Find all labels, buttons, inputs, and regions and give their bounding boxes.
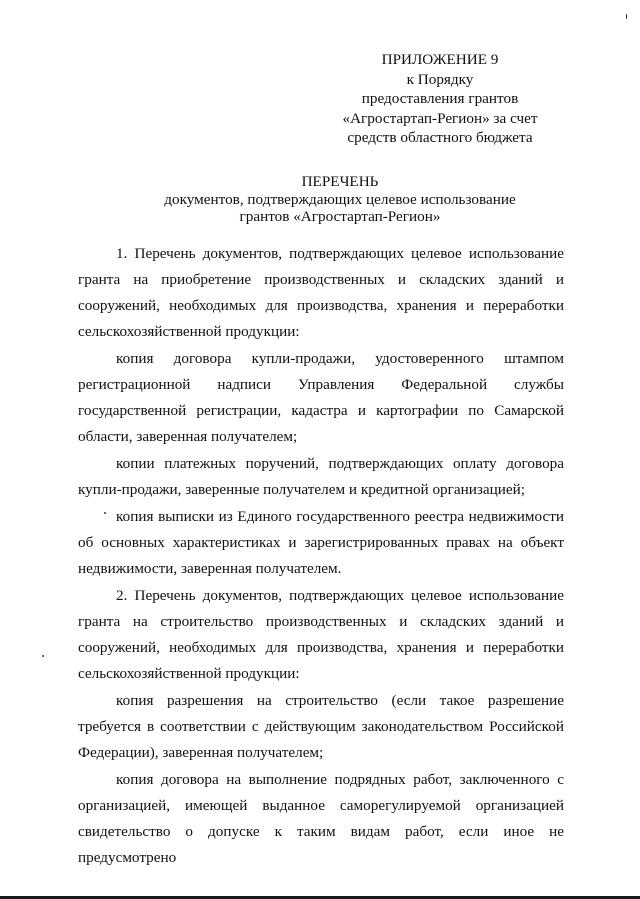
paragraph-2: копия договора купли-продажи, удостоверенного штампом регистрационной надписи Управления Федеральной службы государственной регистрации, кадастра и картографии по Самарской области, заверенная получателем; — [78, 350, 564, 445]
paragraph-4: копия выписки из Единого государственного реестра недвижимости об основных характеристиках и зарегистрированных правах на объект недвижимости, заверенная получателем. — [78, 508, 564, 577]
appendix-line-2: к Порядку — [406, 70, 474, 88]
paragraph-3: копии платежных поручений, подтверждающих оплату договора купли-продажи, заверенные получателем и кредитной организацией; — [78, 455, 564, 498]
appendix-number: ПРИЛОЖЕНИЕ 9 — [381, 51, 499, 68]
scan-speck — [42, 655, 44, 657]
document-title — [80, 173, 600, 226]
document-body — [78, 241, 564, 872]
paragraph-7: копия договора на выполнение подрядных работ, заключенного с организацией, имеющей выданное саморегулируемой организацией свидетельство о допуске к таким видам работ, если иное не предусмотрено — [78, 771, 564, 866]
appendix-header — [300, 50, 580, 148]
scan-speck — [104, 512, 106, 514]
title-heading: ПЕРЕЧЕНЬ — [301, 173, 379, 190]
paragraph-5: 2. Перечень документов, подтверждающих целевое использование гранта на строительство производственных и складских зданий и сооружений, необходимых для производства, хранения и переработки сельскохозяйственной продукции: — [78, 587, 564, 682]
scan-speck — [626, 14, 627, 19]
title-subtitle-1: документов, подтверждающих целевое использование — [164, 190, 516, 208]
paragraph-1: 1. Перечень документов, подтверждающих целевое использование гранта на приобретение производственных и складских зданий и сооружений, необходимых для производства, хранения и переработки сельскохозяйственной продукции: — [78, 245, 564, 340]
appendix-line-5: средств областного бюджета — [347, 129, 533, 146]
title-subtitle-2: грантов «Агростартап-Регион» — [239, 208, 441, 225]
appendix-line-3: предоставления грантов — [361, 90, 519, 107]
appendix-line-4: «Агростартап-Регион» за счет — [342, 109, 538, 127]
paragraph-6: копия разрешения на строительство (если такое разрешение требуется в соответствии с действующим законодательством Российской Федерации), заверенная получателем; — [78, 692, 564, 761]
